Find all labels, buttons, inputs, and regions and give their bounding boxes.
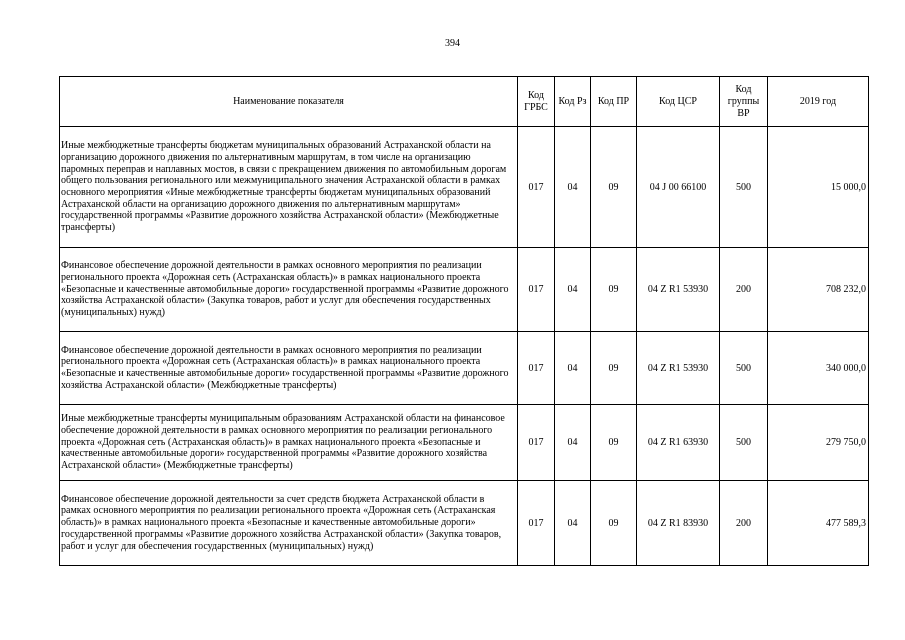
table-row — [60, 481, 869, 566]
row-vr: 500 — [720, 405, 768, 481]
row-grbs: 017 — [518, 405, 555, 481]
row-name: Иные межбюджетные трансферты муниципальным образованиям Астраханской области на финансовое обеспечение дорожной деятельности в рамках основного мероприятия по реализации регионального проекта «Дорожная сеть (Астраханская область)» в рамках национального проекта «Безопасные и качественные автомобильные дороги» государственной программы «Развитие дорожного хозяйства Астраханской области» (Межбюджетные трансферты) — [60, 405, 518, 481]
row-amount: 708 232,0 — [768, 248, 869, 332]
row-amount: 15 000,0 — [768, 127, 869, 248]
row-name: Финансовое обеспечение дорожной деятельности за счет средств бюджета Астраханской области в рамках основного мероприятия по реализации регионального проекта «Дорожная сеть (Астраханская область)» в рамках национального проекта «Безопасные и качественные автомобильные дороги» государственной программы «Развитие дорожного хозяйства Астраханской области» (Закупка товаров, работ и услуг для обеспечения государственных (муниципальных) нужд) — [60, 481, 518, 566]
row-rz: 04 — [555, 248, 591, 332]
row-name: Финансовое обеспечение дорожной деятельности в рамках основного мероприятия по реализации регионального проекта «Дорожная сеть (Астраханская область)» в рамках национального проекта «Безопасные и качественные автомобильные дороги» государственной программы «Развитие дорожного хозяйства Астраханской области» (Межбюджетные трансферты) — [60, 332, 518, 405]
header-vr: Код группы ВР — [720, 77, 768, 127]
row-csr: 04 Z R1 83930 — [637, 481, 720, 566]
row-csr: 04 Z R1 53930 — [637, 332, 720, 405]
row-grbs: 017 — [518, 248, 555, 332]
header-rz: Код Рз — [555, 77, 591, 127]
row-vr: 500 — [720, 332, 768, 405]
row-csr: 04 Z R1 63930 — [637, 405, 720, 481]
row-pr: 09 — [591, 127, 637, 248]
row-vr: 200 — [720, 248, 768, 332]
header-name: Наименование показателя — [60, 77, 518, 127]
row-vr: 500 — [720, 127, 768, 248]
table-row — [60, 127, 869, 248]
header-row — [60, 77, 869, 127]
row-rz: 04 — [555, 481, 591, 566]
header-year: 2019 год — [768, 77, 869, 127]
row-grbs: 017 — [518, 481, 555, 566]
table-row — [60, 332, 869, 405]
page-number: 394 — [445, 38, 460, 49]
budget-table — [59, 76, 869, 566]
table-row — [60, 248, 869, 332]
row-pr: 09 — [591, 248, 637, 332]
row-grbs: 017 — [518, 332, 555, 405]
row-csr: 04 Z R1 53930 — [637, 248, 720, 332]
table-row — [60, 405, 869, 481]
row-rz: 04 — [555, 332, 591, 405]
row-name: Финансовое обеспечение дорожной деятельности в рамках основного мероприятия по реализации регионального проекта «Дорожная сеть (Астраханская область)» в рамках национального проекта «Безопасные и качественные автомобильные дороги» государственной программы «Развитие дорожного хозяйства Астраханской области» (Закупка товаров, работ и услуг для обеспечения государственных (муниципальных) нужд) — [60, 248, 518, 332]
row-pr: 09 — [591, 405, 637, 481]
row-rz: 04 — [555, 405, 591, 481]
row-pr: 09 — [591, 332, 637, 405]
row-amount: 279 750,0 — [768, 405, 869, 481]
header-grbs: Код ГРБС — [518, 77, 555, 127]
row-amount: 477 589,3 — [768, 481, 869, 566]
row-vr: 200 — [720, 481, 768, 566]
row-amount: 340 000,0 — [768, 332, 869, 405]
row-grbs: 017 — [518, 127, 555, 248]
row-rz: 04 — [555, 127, 591, 248]
header-pr: Код ПР — [591, 77, 637, 127]
row-csr: 04 J 00 66100 — [637, 127, 720, 248]
row-pr: 09 — [591, 481, 637, 566]
header-csr: Код ЦСР — [637, 77, 720, 127]
row-name: Иные межбюджетные трансферты бюджетам муниципальных образований Астраханской области на организацию дорожного движения по альтернативным маршрутам, в том числе на организацию паромных переправ и наплавных мостов, в связи с прекращением движения по автомобильным дорогам общего пользования регионального или межмуниципального значения Астраханской области в рамках основного мероприятия «Иные межбюджетные трансферты бюджетам муниципальных образований Астраханской области на организацию дорожного движения по альтернативным маршрутам» государственной программы «Развитие дорожного хозяйства Астраханской области» (Межбюджетные трансферты) — [60, 127, 518, 248]
